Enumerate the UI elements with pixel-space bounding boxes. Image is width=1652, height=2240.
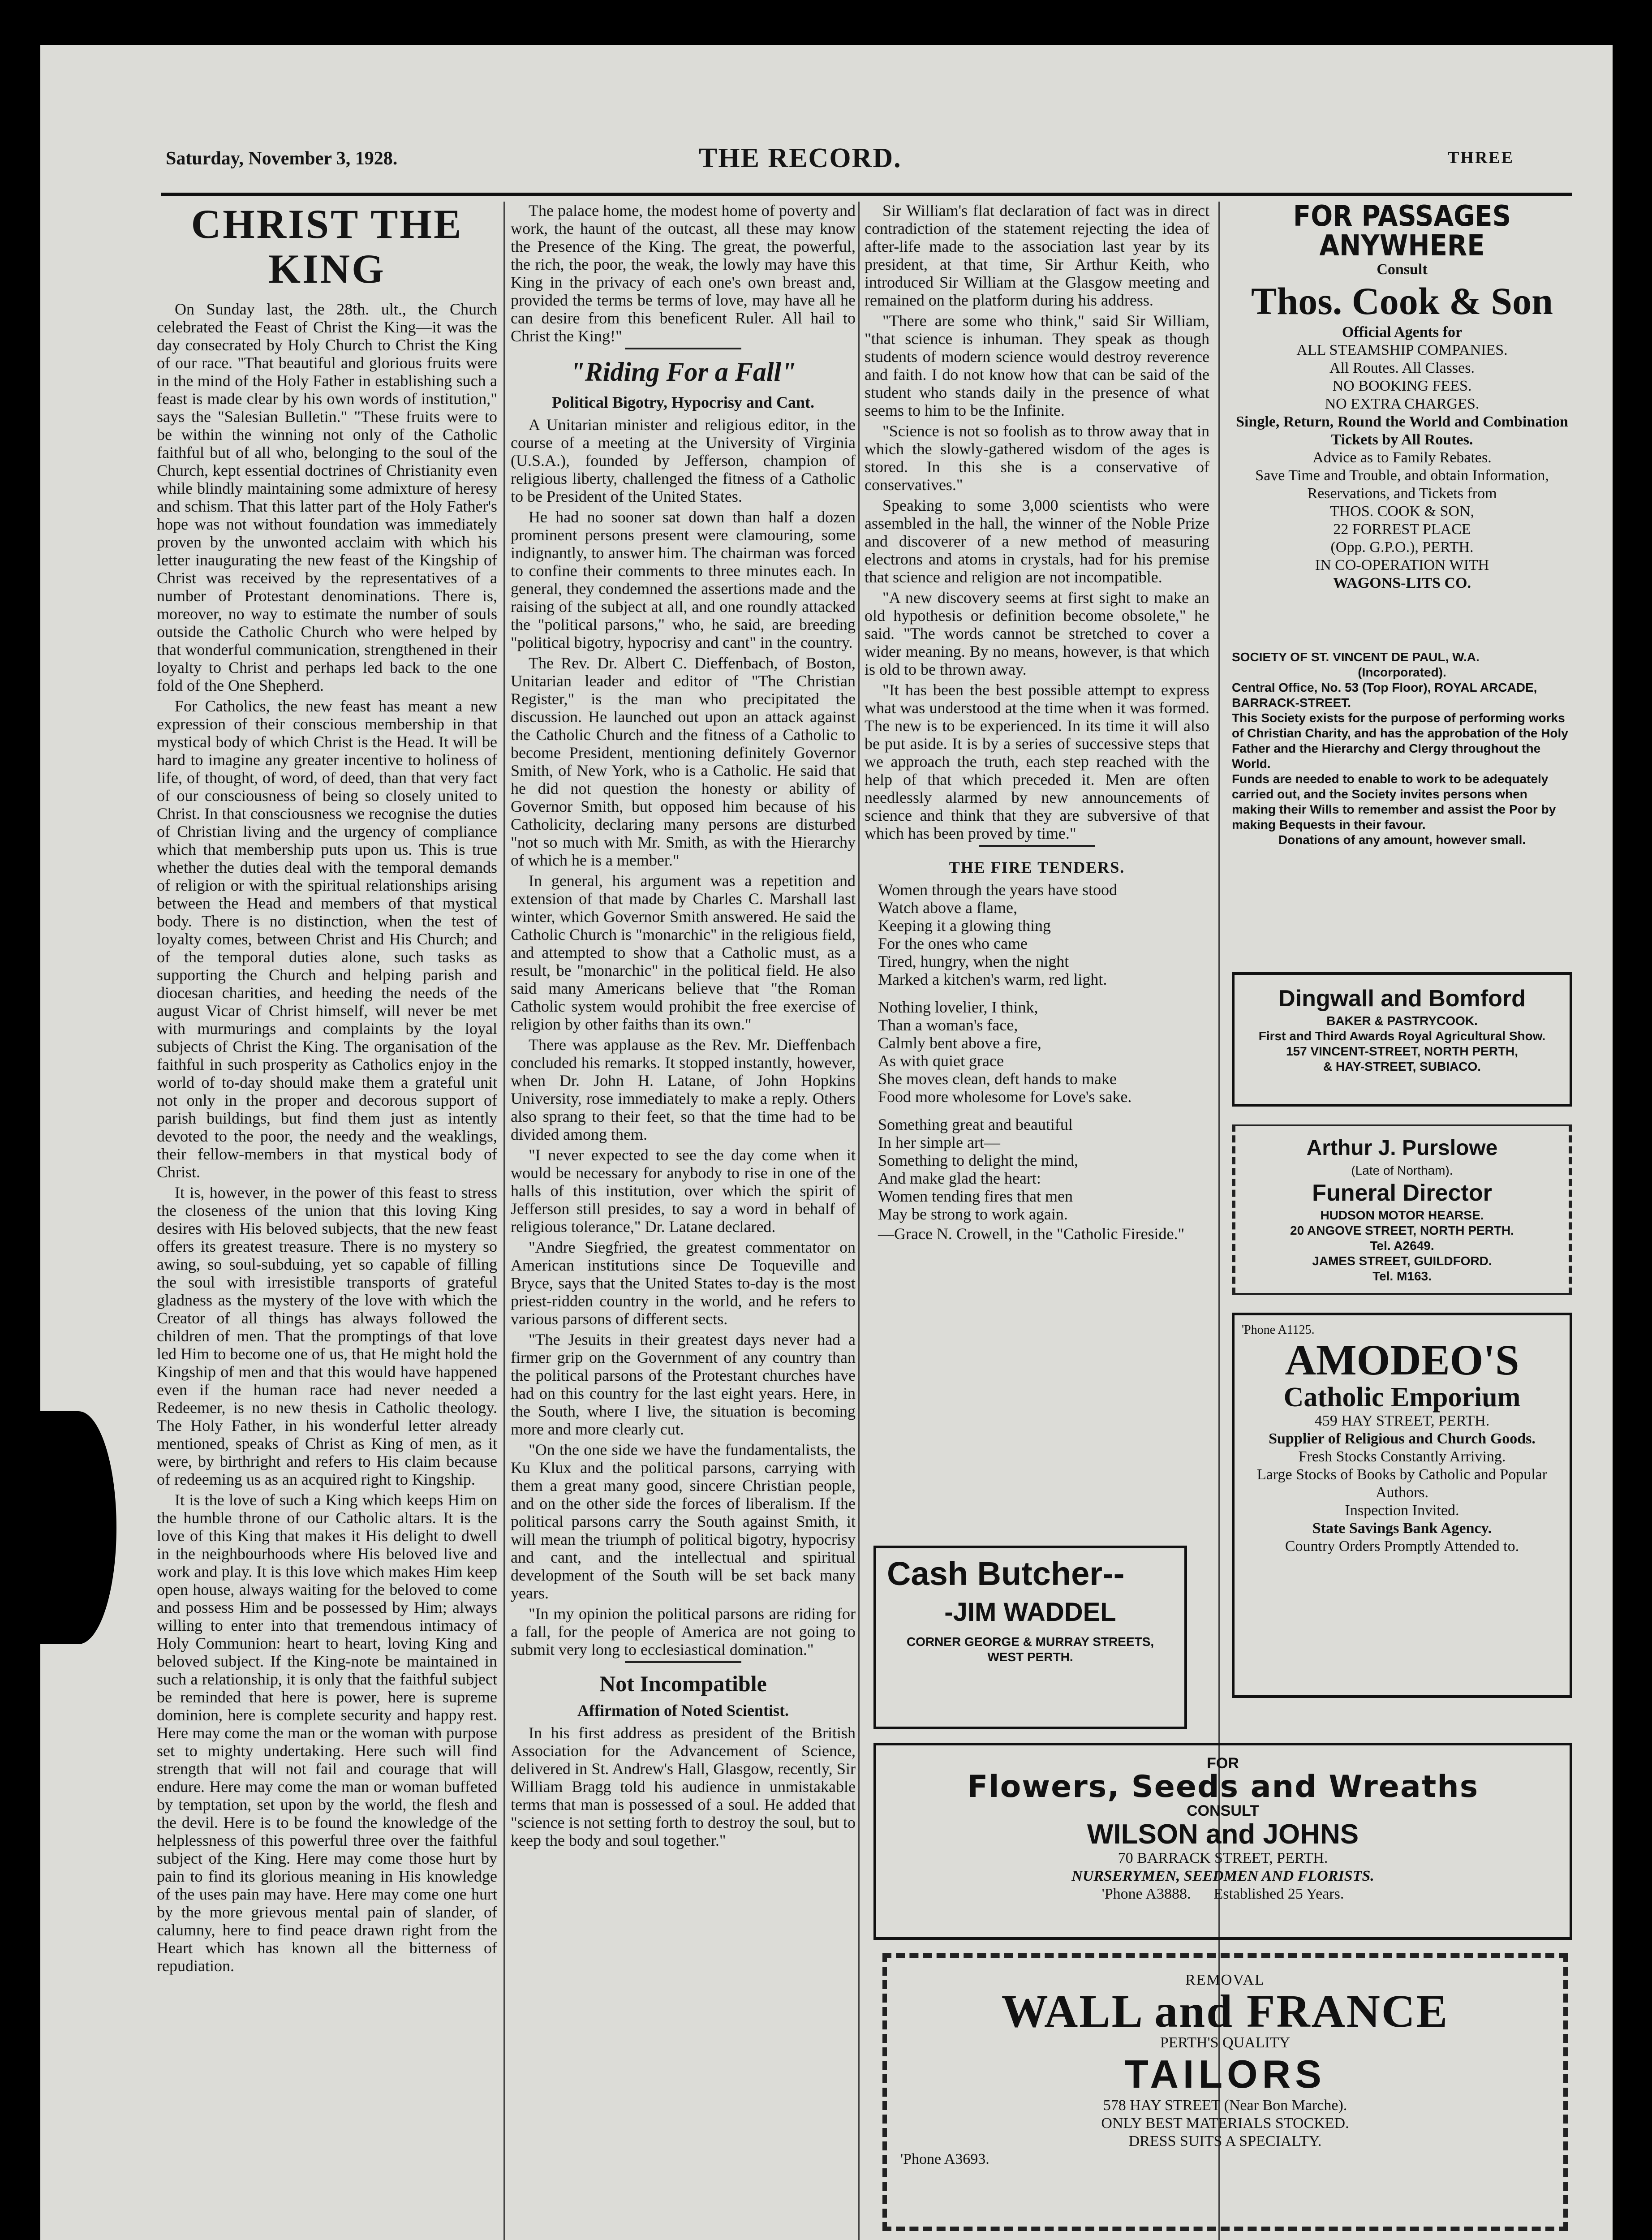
- subheading: Affirmation of Noted Scientist.: [577, 1702, 789, 1719]
- subheading: Political Bigotry, Hypocrisy and Cant.: [551, 393, 814, 411]
- headline-christ-the-king: CHRIST THE KING: [191, 202, 463, 292]
- paragraph: For Catholics, the new feast has meant a new expression of their conscious membership in that mystical body of which Christ is the Head. It will be hard to imagine any greater incentive to holiness of life, of thought, of word, of deed, than that very fact of our consciousness of being so closely united to Christ. In that consciousness we recognise the duties of Christian living and the urgency of compliance which that membership puts upon us. This is true whether the duties deal with the temporal demands of religion or with the spiritual relationships arising between the Head and members of that mystical body. There is no distinction, when the test of loyalty comes, between Christ and His Church; and of the temporal duties alone, such tasks as supporting the Church and helping parish and diocesan charities, and heeding the needs of the august Vicar of Christ himself, will never be met with murmurings and complaints by the loyal subjects of Christ the King. The organisation of the faithful in such prosperity as Catholics enjoy in the world of to-day should make them a grateful unit not only in the proper and decorous support of parish buildings, but find them just as intently devoted to the poor, the needy and the weaklings, their fellow-members in that mystical body of Christ.: [157, 697, 497, 1181]
- ad-cash-butcher: Cash Butcher-- -JIM WADDEL CORNER GEORGE & MURRAY STREETS, WEST PERTH.: [873, 1546, 1187, 1729]
- poem-title: THE FIRE TENDERS.: [949, 858, 1125, 876]
- paragraph: "There are some who think," said Sir William, "that science is inhuman. They speak as though students of modern science would destroy reverence and faith. I do not know how that can be said of the student who stands daily in the presence of what seems to him to be the Infinite.: [865, 312, 1209, 419]
- paragraph: "I never expected to see the day come when it would be necessary for anybody to rise in one of the halls of this institution, over which the spirit of Jefferson still presides, to say a word in behalf of religious tolerance," Dr. Latane declared.: [511, 1146, 856, 1236]
- divider: [625, 1661, 741, 1663]
- wilson-footer: 'Phone A3888. Established 25 Years.: [1101, 1886, 1344, 1902]
- masthead-rule: [161, 193, 1572, 196]
- ad-st-vincent-de-paul: SOCIETY OF ST. VINCENT DE PAUL, W.A. (Incorporated). Central Office, No. 53 (Top Floor), ROYAL ARCADE, BARRACK-STREET. This Society exists for the purpose of performing works of Christian Charity, and has the approbation of the Holy Father and the Hierarchy and Clergy throughout the World. Funds are needed to enable to work to be adequately carried out, and the Society invites persons when making their Wills to remember and assist the Poor by making Bequests in their favour. Donations of any amount, however small.: [1232, 650, 1568, 847]
- page-number: THREE: [1447, 148, 1514, 167]
- paragraph: "Science is not so foolish as to throw away that in which the slowly-gathered wisdom of the ages is stored. In this she is a conservative of conservatives.": [865, 422, 1209, 494]
- paragraph: "Andre Siegfried, the greatest commentator on American institutions since De Toqueville and Bryce, says that the United States to-day is the most priest-ridden country in the world, and he refers to various parsons of different sects.: [511, 1238, 856, 1328]
- paragraph: The Rev. Dr. Albert C. Dieffenbach, of Boston, Unitarian leader and editor of "The Christian Register," is the man who precipitated the discussion. He launched out upon an attack against the Catholic Church and the fitness of a Catholic to become President, mentioning definitely Governor Smith, of New York, who is a Catholic. He said that he did not question the honesty or ability of Governor Smith, but opposed him because of his Catholicity, declaring many persons are disturbed "not so much with Mr. Smith, as with the Hierarchy of which he is a member.": [511, 654, 856, 869]
- paragraph: There was applause as the Rev. Mr. Dieffenbach concluded his remarks. It stopped instantly, however, when Dr. John H. Latane, of John Hopkins University, rose immediately to make a reply. Others also sprang to their feet, so that the time had to be divided among them.: [511, 1036, 856, 1143]
- ad-dingwall-bomford: Dingwall and Bomford BAKER & PASTRYCOOK. First and Third Awards Royal Agricultural Show. 157 VINCENT-STREET, NORTH PERTH, & HAY-STREET, SUBIACO.: [1232, 972, 1572, 1107]
- ad-amodeos: 'Phone A1125. AMODEO'S Catholic Emporium 459 HAY STREET, PERTH. Supplier of Religious and Church Goods. Fresh Stocks Constantly Arriving. Large Stocks of Books by Catholic and Popular Authors. Inspection Invited. State Savings Bank Agency. Country Orders Promptly Attended to.: [1232, 1313, 1572, 1698]
- poem-stanza: Nothing lovelier, I think, Than a woman's face, Calmly bent above a fire, As with quiet grace She moves clean, deft hands to make Food more wholesome for Love's sake.: [878, 998, 1132, 1106]
- divider: [979, 845, 1095, 847]
- newspaper-title: THE RECORD.: [699, 143, 902, 173]
- paragraph: Sir William's flat declaration of fact was in direct contradiction of the statement rejecting the idea of after-life made to the association last year by its president, at that time, Sir Arthur Keith, who introduced Sir William at the Glasgow meeting and remained on the platform during his address.: [865, 202, 1209, 309]
- paragraph: In general, his argument was a repetition and extension of that made by Charles C. Marshall last winter, which Governor Smith answered. He said the Catholic Church is "monarchic" in the religious field, and attempted to show that a Catholic must, as a result, be "monarchic" in the political field. He also said many Americans believe that "the Roman Catholic system would prohibit the free exercise of religion by other faiths than its own.": [511, 872, 856, 1033]
- paragraph: A Unitarian minister and religious editor, in the course of a meeting at the University of Virginia (U.S.A.), founded by Jefferson, champion of religious liberty, challenged the fitness of a Catholic to be President of the United States.: [511, 416, 856, 505]
- paragraph: "A new discovery seems at first sight to make an old hypothesis or definition become obsolete," he said. "The words cannot be stretched to cover a wider meaning. By no means, however, is that which is old to be thrown away.: [865, 589, 1209, 678]
- paragraph: Speaking to some 3,000 scientists who were assembled in the hall, the winner of the Noble Prize and discoverer of a new method of measuring electrons and atoms in crystals, had for his premise that science and religion are not incompatible.: [865, 496, 1209, 586]
- paragraph: He had no sooner sat down than half a dozen prominent persons present were clamouring, some indignantly, to answer him. The chairman was forced to confine their comments to three minutes each. In general, they condemned the assertions made and the raising of the subject at all, and one roundly attacked the "political parsons," who, he said, are breeding "political bigotry, hypocrisy and cant" in the country.: [511, 508, 856, 651]
- poem-stanza: Women through the years have stood Watch above a flame, Keeping it a glowing thing For the ones who came Tired, hungry, when the night Marked a kitchen's warm, red light.: [878, 881, 1117, 988]
- paragraph: It is the love of such a King which keeps Him on the humble throne of our Catholic altars. It is the love of this King that makes it His delight to dwell in the neighbourhoods where His beloved live and work and play. It is this love which makes Him keep open house, always waiting for the beloved to come and possess Him and be possessed by Him; always willing to enter into that tremendous intimacy of Holy Communion: heart to heart, loving King and beloved subject. If the King-note be maintained in such a relationship, it is only that the faithful subject be reminded that here is power, here is supreme dominion, here is complete security and happy rest. Here may come the man or the woman with purpose set to mighty undertaking. Here such will find strength that will not fail and courage that will endure. Here may come the man or woman buffeted by temptation, set upon by the world, the flesh and the devil. Here is to be found the knowledge of the helplessness of this powerful three over the faithful subject of the King. Here may come those hurt by pain to find its glorious meaning in His knowledge of the uses pain may have. Here may come one hurt by the more grievous mental pain of slander, of calumny, here to find peace drawn right from the Heart which has known all the bitterness of repudiation.: [157, 1491, 497, 1975]
- paragraph: "It has been the best possible attempt to express what was understood at the time when it was formed. The new is to be experienced. In its time it will also be put aside. It is by a series of successive steps that we approach the truth, each step reached with the help of that which preceded it. Men are often needlessly alarmed by new announcements of science and think that they are subversive of that which has been proved by time.": [865, 681, 1209, 842]
- paragraph: On Sunday last, the 28th. ult., the Church celebrated the Feast of Christ the King—it was the day consecrated by Holy Church to Christ the King of our race. "That beautiful and glorious fruits were in the mind of the Holy Father in establishing such a feast is made clear by his own words of institution," says the "Salesian Bulletin." "These fruits were to be within the winning not only of the Catholic faithful but of all who, belonging to the soul of the Church, kept essential doctrines of Christianity even while blindly maintaining some admixture of heresy and schism. That this latter part of the Holy Father's hope was not without foundation was immediately proven by the unwonted acclaim with which his letter inaugurating the new feast of the Kingship of Christ was received by the representatives of a number of Protestant denominations. There is, moreover, no way to estimate the number of souls outside the Catholic Church who were helped by that wonderful communication, strengthened in their loyalty to Christ and perhaps led back to the one fold of the One Shepherd.: [157, 300, 497, 694]
- paragraph: "The Jesuits in their greatest days never had a firmer grip on the Government of any country than the political parsons of the Protestant churches have had on this country for the last eight years. Here, in the South, where I live, the situation is becoming more and more clearly cut.: [511, 1331, 856, 1438]
- paragraph: "On the one side we have the fundamentalists, the Ku Klux and the political parsons, carrying with them a great many good, sincere Christian people, and on the other side the forces of liberalism. If the political parsons carry the South against Smith, it will mean the triumph of political bigotry, hypocrisy and cant, and the intellectual and spiritual development of the South will be set back many years.: [511, 1441, 856, 1602]
- ad-purslowe: Arthur J. Purslowe (Late of Northam). Funeral Director HUDSON MOTOR HEARSE. 20 ANGOVE STREET, NORTH PERTH. Tel. A2649. JAMES STREET, GUILDFORD. Tel. M163.: [1232, 1124, 1572, 1295]
- paragraph: In his first address as president of the British Association for the Advancement of Science, delivered in St. Andrew's Hall, Glasgow, recently, Sir William Bragg told his audience in unmistakable terms that man is possessed of a soul. He added that "science is not setting forth to destroy the soul, but to keep the body and soul together.": [511, 1724, 856, 1849]
- column-rule: [503, 202, 505, 2240]
- newspaper-page: [40, 45, 1613, 2240]
- paragraph: The palace home, the modest home of poverty and work, the haunt of the outcast, all these may know the Presence of the King. The great, the powerful, the rich, the poor, the weak, the lowly may have this King in the privacy of each one's own breast and, provided the terms be terms of love, may have all he can desire from this beneficent Ruler. All hail to Christ the King!": [511, 202, 856, 345]
- issue-date: Saturday, November 3, 1928.: [166, 148, 398, 169]
- paragraph: "In my opinion the political parsons are riding for a fall, for the people of America are not going to submit very long to ecclesiastical domination.": [511, 1605, 856, 1658]
- paragraph: It is, however, in the power of this feast to stress the closeness of the union that this loving King desires with His beloved subjects, that the new feast offers its greatest treasure. There is no mystery so awing, so soul-subduing, yet so capable of filling the soul with irresistible transports of grateful gladness as the mystery of the love with which the Creator of all things has always followed the children of men. That the promptings of that love led Him to become one of us, that He might hold the Kingship of men and that this would have happened even if the human race had never needed a Redeemer, is no new thesis in Catholic theology. The Holy Father, in his wonderful letter already mentioned, speaks of Christ as King of men, as it were, by birthright and refers to His claim because of redeeming us as an acquired right to Kingship.: [157, 1184, 497, 1488]
- poem-stanza: Something great and beautiful In her simple art— Something to delight the mind, And make glad the heart: Women tending fires that men May be strong to work again.: [878, 1116, 1078, 1223]
- ad-thos-cook: FOR PASSAGES ANYWHERE Consult Thos. Cook & Son Official Agents for ALL STEAMSHIP COMPANIES. All Routes. All Classes. NO BOOKING FEES. NO EXTRA CHARGES. Single, Return, Round the World and Combination Tickets by All Routes. Advice as to Family Rebates. Save Time and Trouble, and obtain Information, Reservations, and Tickets from THOS. COOK & SON, 22 FORREST PLACE (Opp. G.P.O.), PERTH. IN CO-OPERATION WITH WAGONS-LITS CO.: [1236, 200, 1568, 591]
- column-2: [511, 202, 856, 2240]
- column-1: [157, 202, 497, 2240]
- poem-attribution: —Grace N. Crowell, in the "Catholic Fireside.": [878, 1225, 1185, 1243]
- headline-not-incompatible: Not Incompatible: [599, 1671, 767, 1696]
- masthead: [166, 143, 1514, 175]
- page-damage: [40, 1411, 116, 1644]
- column-rule: [858, 202, 860, 2240]
- headline-riding-for-a-fall: "Riding For a Fall": [570, 357, 796, 387]
- ad-wall-france: REMOVAL WALL and FRANCE PERTH'S QUALITY TAILORS 578 HAY STREET (Near Bon Marche). ONLY BEST MATERIALS STOCKED. DRESS SUITS A SPECIALTY. 'Phone A3693.: [882, 1953, 1568, 2231]
- divider: [625, 348, 741, 349]
- ad-wilson-johns: FOR Flowers, Seeds and Wreaths CONSULT WILSON and JOHNS 70 BARRACK STREET, PERTH. NURSERYMEN, SEEDMEN AND FLORISTS. 'Phone A3888. Established 25 Years.: [873, 1743, 1572, 1940]
